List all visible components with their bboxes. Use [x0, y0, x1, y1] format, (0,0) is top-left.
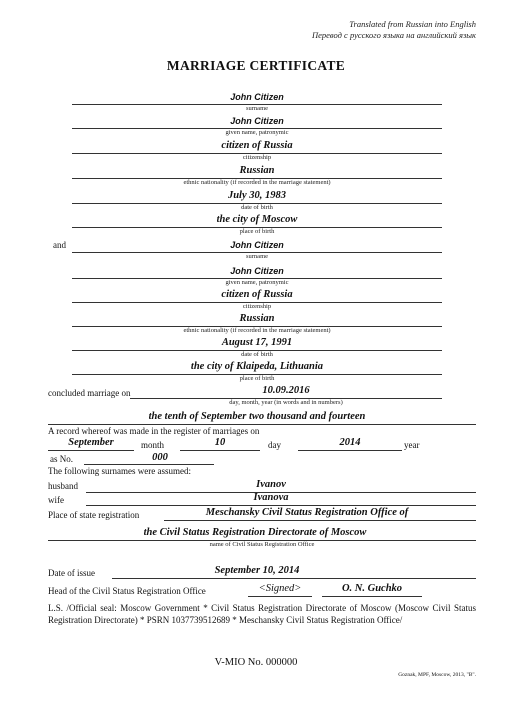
wife-given-name-caption: given name, patronymic [225, 279, 289, 286]
signature-line [248, 596, 312, 597]
wife-place-of-birth: the city of Klaipeda, Lithuania [190, 361, 324, 372]
husband-date-of-birth: July 30, 1983 [227, 190, 287, 201]
wife-citizenship: citizen of Russia [221, 289, 293, 300]
wife-pob-caption: place of birth [239, 375, 275, 382]
wife-given-name: John Citizen [230, 266, 284, 276]
wife-surname: John Citizen [230, 240, 284, 250]
wife-citizenship-caption: citizenship [242, 303, 272, 310]
head-name-line [322, 596, 422, 597]
husband-citizenship-caption: citizenship [242, 154, 272, 161]
registration-office-line2: the Civil Status Registration Directorate of Moscow [143, 527, 367, 538]
registration-label: Place of state registration [48, 510, 140, 520]
husband-given-name: John Citizen [230, 116, 284, 126]
translation-note [312, 19, 476, 41]
record-day-value: 10 [214, 437, 226, 448]
translation-note-ru: Перевод с русского языка на английский язык [311, 30, 476, 40]
head-name: O. N. Guchko [341, 583, 403, 594]
husband-place-of-birth: the city of Moscow [216, 214, 298, 225]
marriage-date: 10.09.2016 [262, 385, 310, 396]
serial-number: V-MIO No. 000000 [214, 657, 298, 668]
concluded-marriage-label: concluded marriage on [48, 388, 131, 398]
record-year-value: 2014 [339, 437, 361, 448]
wife-surname-label: wife [48, 495, 64, 505]
wife-date-of-birth: August 17, 1991 [221, 337, 293, 348]
record-day-label: day [268, 440, 281, 450]
record-year-line [298, 450, 402, 451]
husband-pob-caption: place of birth [239, 228, 275, 235]
issue-date-value: September 10, 2014 [214, 565, 300, 576]
wife-surname-caption: surname [245, 253, 269, 260]
record-number-line [84, 464, 214, 465]
official-seal-text: L.S. /Official seal: Moscow Government * Civil Status Registration Directorate of Moscow (Moscow Civil Status Registration Directorate) * PSRN 1037739512689 * Meschansky Civil Status Registration Office/ [48, 603, 476, 625]
wife-nationality-caption: ethnic nationality (if recorded in the marriage statement) [183, 327, 331, 334]
record-number-value: 000 [152, 452, 168, 463]
wife-new-surname-line [86, 505, 476, 506]
husband-given-name-caption: given name, patronymic [225, 129, 289, 136]
husband-new-surname: Ivanov [256, 479, 286, 490]
head-label: Head of the Civil Status Registration Office [48, 586, 206, 596]
husband-nationality-caption: ethnic nationality (if recorded in the marriage statement) [183, 179, 331, 186]
record-intro: A record whereof was made in the register of marriages on [48, 426, 260, 436]
record-year-label: year [404, 440, 420, 450]
husband-surname-caption: surname [245, 105, 269, 112]
record-month-label: month [141, 440, 165, 450]
document-title: MARRIAGE CERTIFICATE [166, 58, 346, 73]
husband-surname-label: husband [48, 481, 78, 491]
issue-date-line [112, 578, 476, 579]
printer-imprint: Goznak, MPF, Moscow, 2013, "B". [398, 672, 476, 678]
wife-dob-caption: date of birth [241, 351, 273, 358]
signature-placeholder: <Signed> [258, 583, 302, 594]
husband-citizenship: citizen of Russia [221, 140, 293, 151]
husband-nationality: Russian [239, 165, 275, 176]
registration-caption: name of Civil Status Registration Office [209, 541, 315, 548]
marriage-date-in-words: the tenth of September two thousand and fourteen [148, 411, 366, 422]
wife-nationality: Russian [239, 313, 275, 324]
surnames-intro: The following surnames were assumed: [48, 466, 191, 476]
record-month-line [48, 450, 134, 451]
registration-line1-rule [164, 520, 476, 521]
record-month-value: September [68, 437, 114, 448]
marriage-date-words-line [48, 424, 476, 425]
registration-office-line1: Meschansky Civil Status Registration Office of [205, 507, 409, 518]
husband-dob-caption: date of birth [241, 204, 273, 211]
record-day-line [180, 450, 260, 451]
and-label: and [53, 240, 66, 250]
husband-surname: John Citizen [230, 92, 284, 102]
marriage-date-caption: day, month, year (in words and in numbers) [229, 399, 343, 406]
wife-new-surname: Ivanova [253, 492, 289, 503]
record-number-label: as No. [50, 454, 73, 464]
translation-note-en: Translated from Russian into English [349, 19, 476, 29]
issue-date-label: Date of issue [48, 568, 95, 578]
